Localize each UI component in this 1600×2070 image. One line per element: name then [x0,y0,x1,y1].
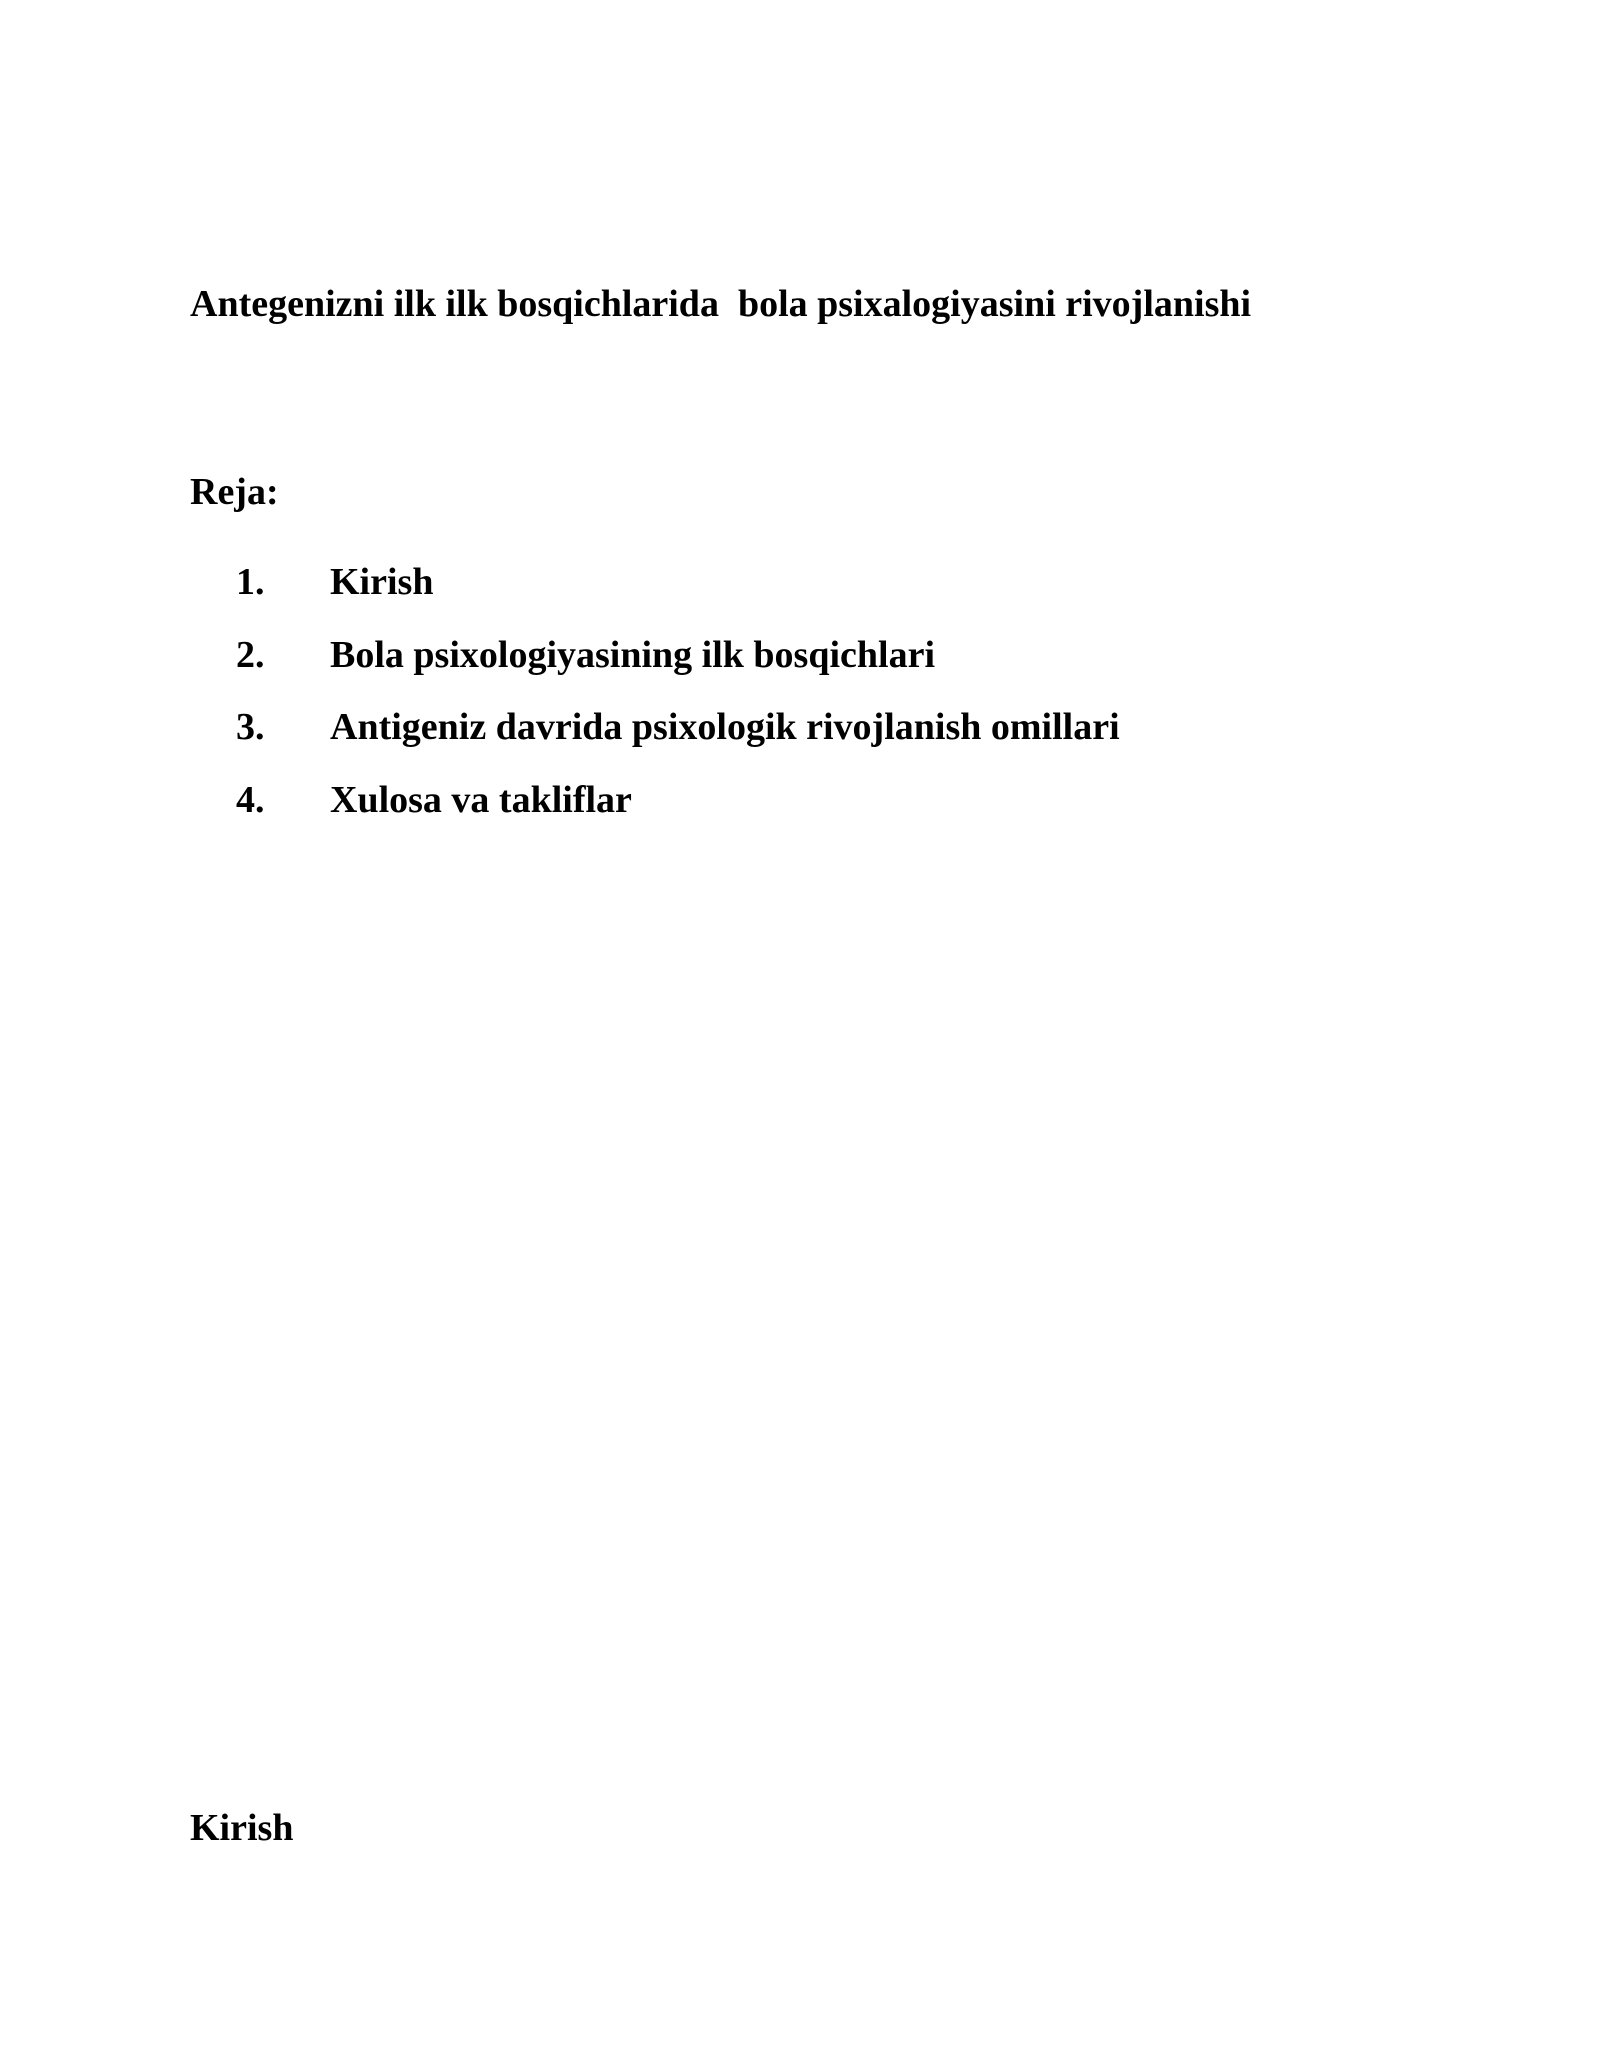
plan-item-number: 3. [236,706,265,748]
document-title: Antegenizni ilk ilk bosqichlarida bola psixalogiyasini rivojlanishi [190,283,1252,325]
plan-heading: Reja: [190,471,279,513]
plan-item-number: 1. [236,561,265,603]
plan-item-text: Bola psixologiyasining ilk bosqichlari [330,633,936,676]
plan-item-text: Xulosa va takliflar [330,778,632,821]
plan-item-text: Antigeniz davrida psixologik rivojlanish omillari [330,706,1120,748]
plan-item-text: Kirish [330,561,434,603]
section-heading-kirish: Kirish [190,1807,294,1849]
plan-item-number: 4. [236,778,265,821]
plan-item-number: 2. [236,633,265,676]
